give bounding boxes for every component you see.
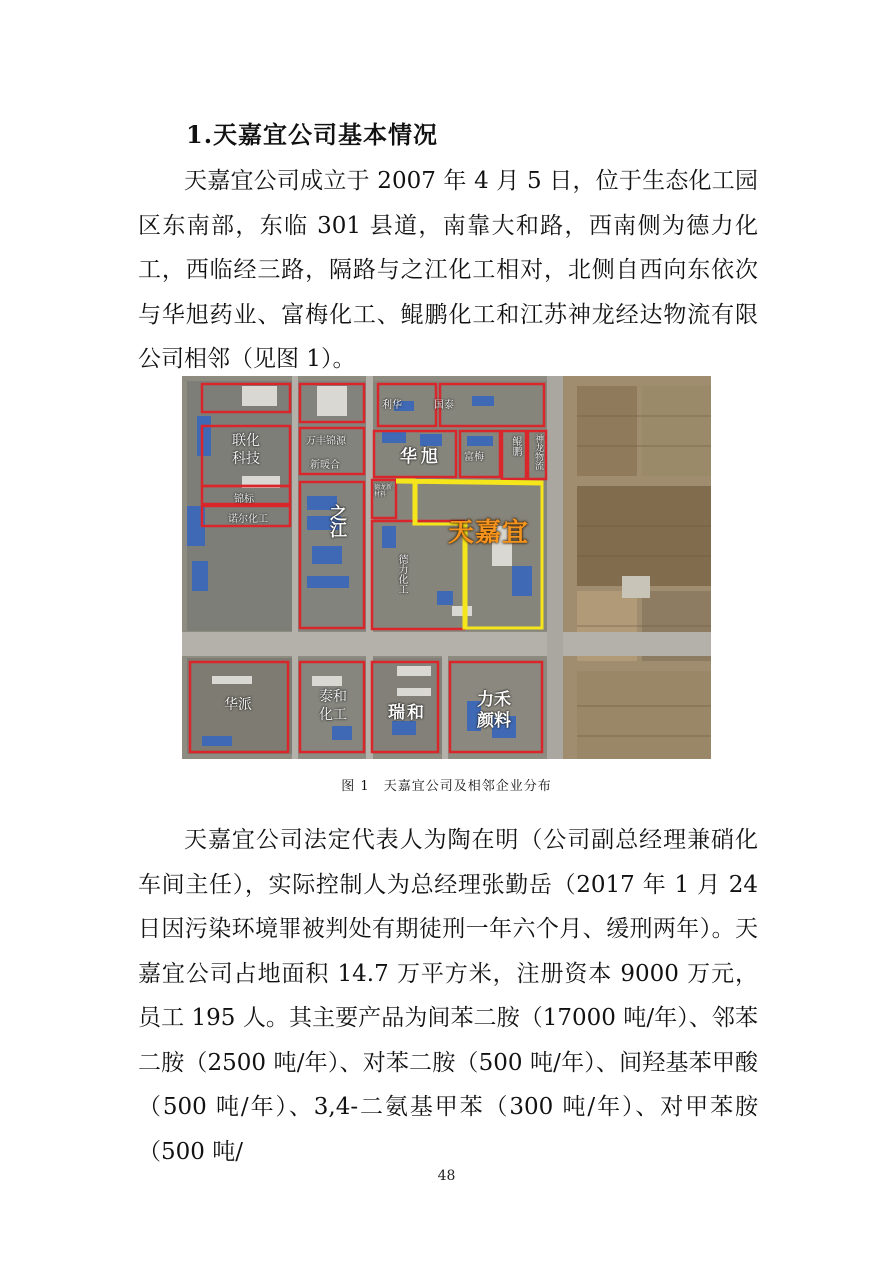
label-huapai: 华派 bbox=[224, 697, 252, 713]
label-zhijiang: 之江 bbox=[326, 504, 346, 538]
page-number: 48 bbox=[437, 1168, 456, 1184]
label-lianhua-keji: 联化科技 bbox=[232, 433, 260, 467]
label-wanfeng: 万丰锦源 bbox=[306, 436, 346, 447]
label-ruihe: 瑞和 bbox=[388, 703, 426, 723]
label-xinyihe: 新暖合 bbox=[310, 460, 340, 471]
label-lihua: 利华 bbox=[382, 400, 402, 411]
label-fumei: 富梅 bbox=[464, 452, 484, 463]
figure-caption: 图 1 天嘉宜公司及相邻企业分布 bbox=[341, 779, 552, 794]
label-shenlong: 神龙物流 bbox=[533, 434, 543, 470]
label-jinbiao: 锦标 bbox=[234, 494, 254, 505]
label-small: 德龙新材料 bbox=[374, 484, 393, 498]
label-huaxu: 华旭 bbox=[400, 447, 442, 467]
label-tianjiayi: 天嘉宜 bbox=[448, 518, 530, 548]
label-guotai: 国泰 bbox=[434, 400, 454, 411]
label-taihe: 泰和化工 bbox=[319, 689, 347, 723]
paragraph-details: 天嘉宜公司法定代表人为陶在明（公司副总经理兼硝化车间主任），实际控制人为总经理张勤岳（2017 年 1 月 24 日因污染环境罪被判处有期徒刑一年六个月、缓刑两年）。天嘉宜公司占地面积 14.7 万平方米，注册资本 9000 万元，员工 195 人。其主要产品为间苯二胺（17000 吨/年）、邻苯二胺（2500 吨/年）、对苯二胺（500 吨/年）、间羟基苯甲酸（500 吨/年）、3,4-二氨基甲苯（300 吨/年）、对甲苯胺（500 吨/ bbox=[138, 827, 758, 1165]
label-lihe: 力禾颜料 bbox=[477, 690, 511, 731]
satellite-map-figure bbox=[182, 376, 711, 759]
section-heading: 1.天嘉宜公司基本情况 bbox=[186, 120, 439, 149]
label-nuoer: 诺尔化工 bbox=[228, 514, 268, 525]
label-kunpeng: 鲲鹏 bbox=[510, 436, 521, 456]
label-deli: 德力化工 bbox=[396, 554, 407, 594]
paragraph-intro: 天嘉宜公司成立于 2007 年 4 月 5 日，位于生态化工园区东南部，东临 301 县道，南靠大和路，西南侧为德力化工，西临经三路，隔路与之江化工相对，北侧自西向东依次与华旭药业、富梅化工、鲲鹏化工和江苏神龙经达物流有限公司相邻（见图 1）。 bbox=[138, 168, 758, 372]
